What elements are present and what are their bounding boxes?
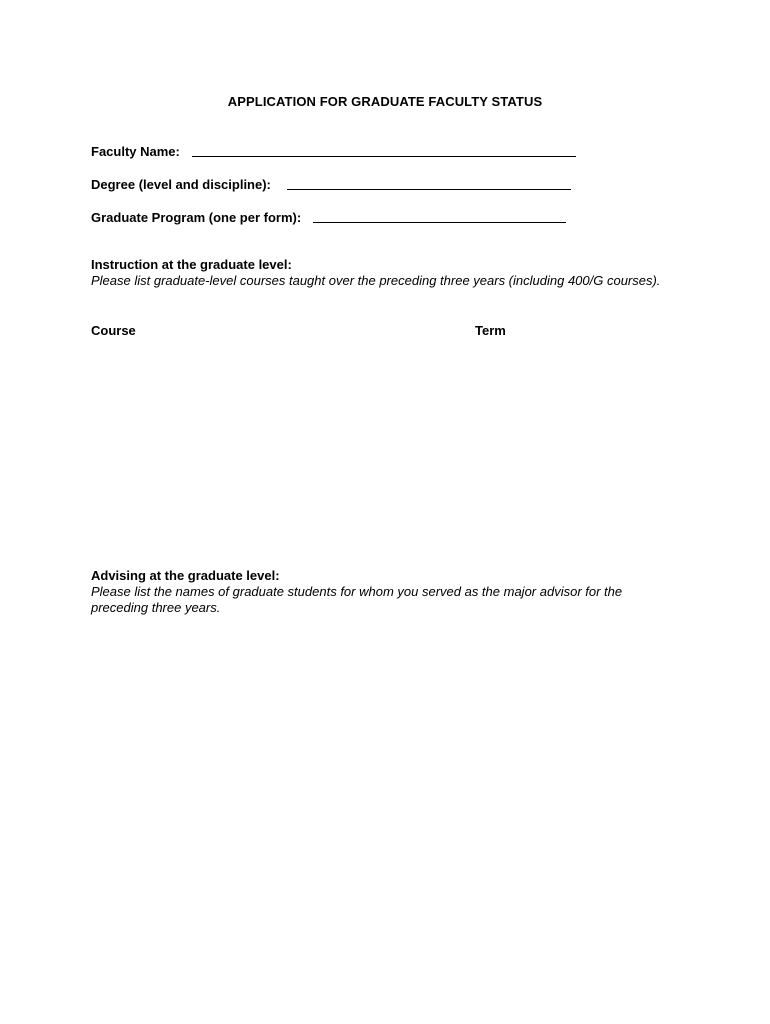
program-label: Graduate Program (one per form):	[91, 210, 302, 225]
degree-row	[91, 176, 571, 192]
document-title: APPLICATION FOR GRADUATE FACULTY STATUS	[227, 94, 543, 109]
degree-label: Degree (level and discipline):	[91, 177, 271, 192]
advising-text: Please list the names of graduate students for whom you served as the major advisor for the preceding three years.	[91, 584, 623, 615]
term-column-header: Term	[475, 323, 506, 338]
faculty-name-field[interactable]	[192, 144, 576, 157]
program-field[interactable]	[313, 210, 566, 223]
degree-field[interactable]	[287, 177, 571, 190]
program-row	[91, 209, 566, 225]
faculty-name-label: Faculty Name:	[91, 144, 180, 159]
instruction-heading: Instruction at the graduate level:	[91, 257, 292, 272]
instruction-text: Please list graduate-level courses taught over the preceding three years (including 400/G courses).	[91, 273, 661, 288]
advising-heading: Advising at the graduate level:	[91, 568, 280, 583]
faculty-name-row	[91, 143, 576, 159]
course-column-header: Course	[91, 323, 136, 338]
